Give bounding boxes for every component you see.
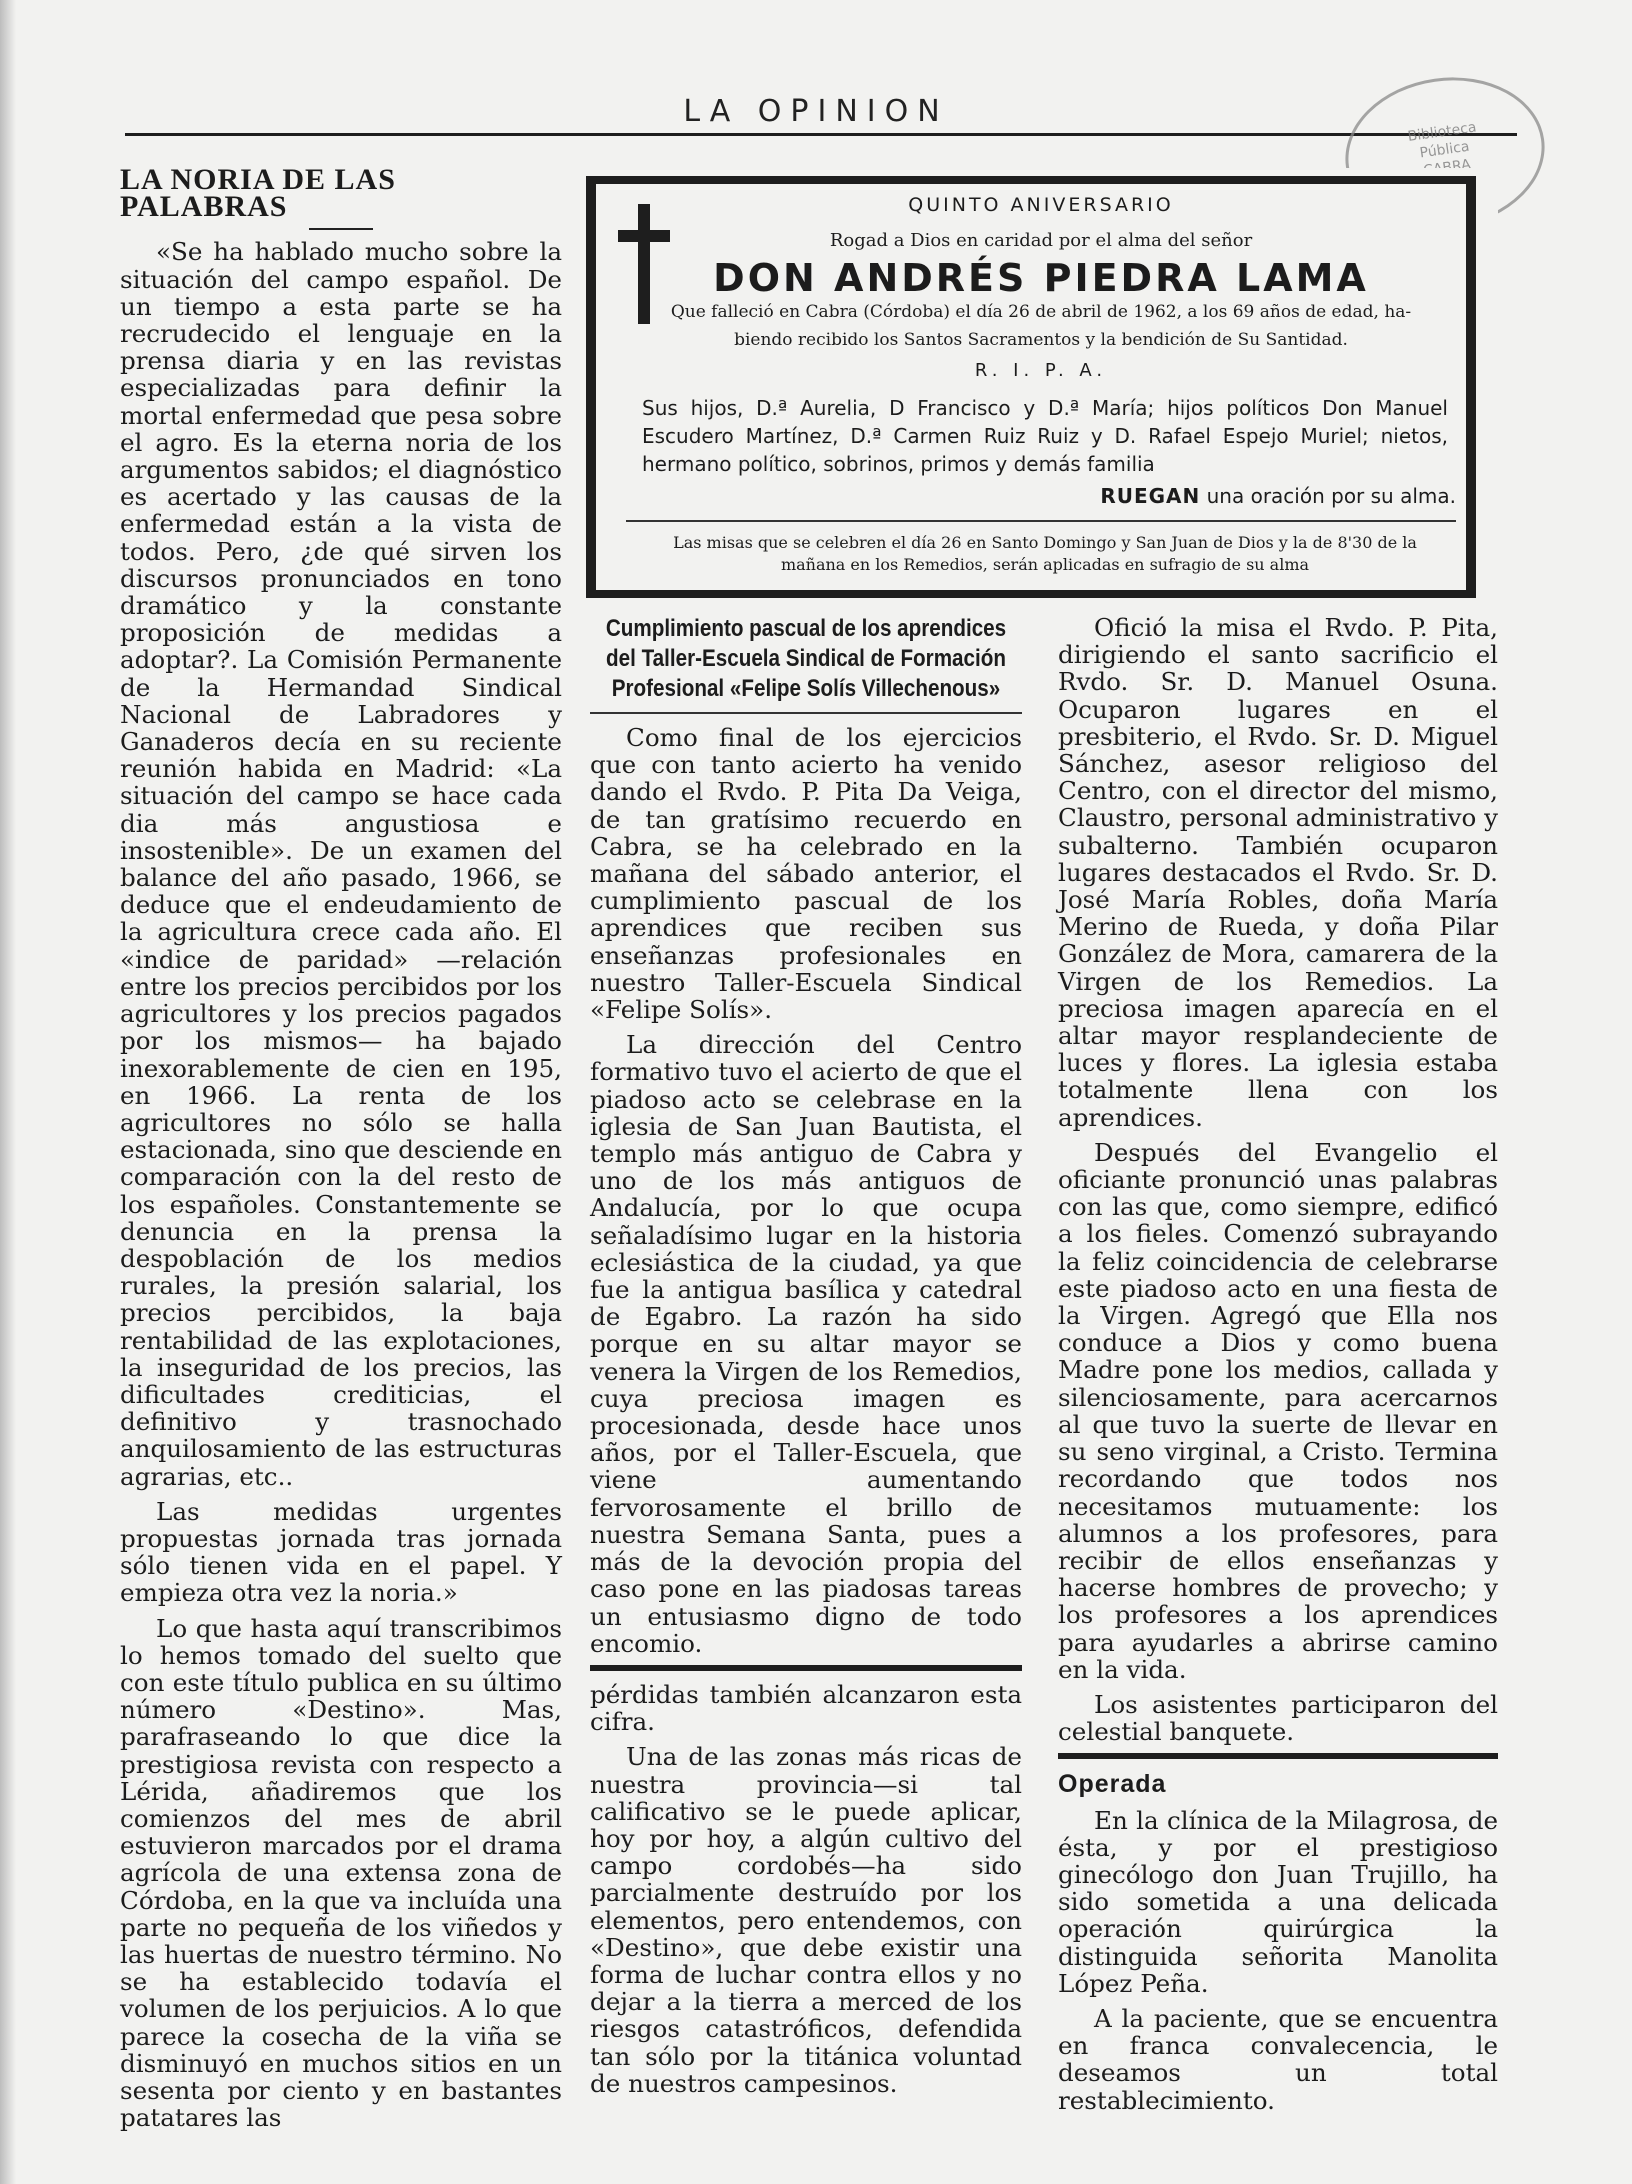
article-title: LA NORIA DE LAS PALABRAS xyxy=(120,163,396,224)
article-paragraph: Las medidas urgentes propuestas jornada tras jornada sólo tienen vida en el papel. Y empieza otra vez la noria.» xyxy=(120,1496,562,1608)
continued-paragraph: Una de las zonas más ricas de nuestra provincia—si tal calificativo se le puede aplicar, hoy por hoy, a algún cultivo del campo cordobés—ha sido parcialmente destruído por los elementos, pero entendemos, con «Destino», que debe existir una forma de luchar contra ellos y no dejar a la tierra a merced de los riesgos catastróficos, defendida tan sólo por la titánica voluntad de nuestros campesinos. xyxy=(590,1742,1022,2098)
left-column xyxy=(120,163,562,2133)
obituary-frame xyxy=(586,176,1474,184)
section-divider xyxy=(1058,1753,1498,1759)
continued-paragraph: pérdidas también alcanzaron esta cifra. xyxy=(590,1679,1022,1737)
masthead: LA OPINION xyxy=(683,94,949,129)
news-headline: Cumplimiento pascual de los aprendices del Taller-Escuela Sindical de Formación Profesional «Felipe Solís Villechenous» xyxy=(605,615,1007,702)
obituary-masses: Las misas que se celebren el día 26 en Santo Domingo y San Juan de Dios y la de 8'30 de la mañana en los Remedios, serán aplicadas en sufragio de su alma xyxy=(673,533,1417,574)
operada-title: Operada xyxy=(1058,1770,1167,1799)
obituary-rogad: Rogad a Dios en caridad por el alma del señor xyxy=(829,230,1253,251)
obituary-frame xyxy=(1466,176,1476,598)
headline-divider xyxy=(590,712,1022,714)
header-rule xyxy=(125,133,1517,136)
article-paragraph: Como final de los ejercicios que con tanto acierto ha venido dando el Rvdo. P. Pita Da Veiga, de tan gratísimo recuerdo en Cabra, se ha celebrado en la mañana del sábado anterior, el cumplimiento pascual de los aprendices que reciben sus enseñanzas profesionales en nuestro Taller-Escuela Sindical «Felipe Solís». xyxy=(590,723,1022,1025)
article-paragraph: Los asistentes participaron del celestial banquete. xyxy=(1058,1689,1498,1747)
obituary-ruegan: RUEGAN una oración por su alma. xyxy=(1100,484,1456,508)
obituary-ripa: R. I. P. A. xyxy=(974,360,1108,381)
article-paragraph: Ofició la misa el Rvdo. P. Pita, dirigiendo el santo sacrificio el Rvdo. Sr. D. Manuel Osuna. Ocuparon lugares en el presbiterio, el Rvdo. Sr. D. Miguel Sánchez, asesor religioso del Centro, con el director del mismo, Claustro, personal administrativo y subalterno. También ocuparon lugares destacados el Rvdo. Sr. D. José María Robles, doña María Merino de Rueda, y doña Pilar González de Mora, camarera de la Virgen de los Remedios. La preciosa imagen aparecía en el altar mayor resplandeciente de luces y flores. La iglesia estaba totalmente llena con los aprendices. xyxy=(1058,613,1498,1132)
obituary-frame xyxy=(586,176,596,598)
scan-edge-shadow xyxy=(0,0,16,2184)
obituary-divider xyxy=(626,520,1456,522)
obituary-death-line: Que falleció en Cabra (Córdoba) el día 26 de abril de 1962, a los 69 años de edad, ha- xyxy=(670,302,1412,322)
section-divider xyxy=(590,1665,1022,1671)
title-divider xyxy=(309,228,373,230)
article-paragraph: A la paciente, que se encuentra en franca convalecencia, le deseamos un total restablecimiento. xyxy=(1058,2003,1498,2115)
obituary-name: DON ANDRÉS PIEDRA LAMA xyxy=(713,256,1369,300)
obituary-death-line-2: biendo recibido los Santos Sacramentos y la bendición de Su Santidad. xyxy=(734,330,1348,350)
obituary-frame xyxy=(586,590,1476,598)
obituary-label: QUINTO ANIVERSARIO xyxy=(908,194,1174,216)
obituary-family: Sus hijos, D.ª Aurelia, D Francisco y D.ª María; hijos políticos Don Manuel Escudero Martínez, D.ª Carmen Ruiz Ruiz y D. Rafael Espejo Muriel; nietos, hermano político, sobrinos, primos y demás familia xyxy=(642,396,1448,476)
article-paragraph: Lo que hasta aquí transcribimos lo hemos tomado del suelto que con este título publica en su último número «Destino». Mas, parafraseando lo que dice la prestigiosa revista con respecto a Lérida, añadiremos que los comienzos del mes de abril estuvieron marcados por el drama agrícola de una extensa zona de Córdoba, en la que va incluída una parte no pequeña de los viñedos y las huertas de nuestro término. No se ha establecido todavía el volumen de los perjuicios. A lo que parece la cosecha de la viña se disminuyó en muchos sitios en un sesenta por ciento y en bastantes patatares las xyxy=(120,1613,562,2133)
library-stamp: Biblioteca Pública xyxy=(1336,65,1555,241)
article-paragraph: «Se ha hablado mucho sobre la situación del campo español. De un tiempo a esta parte se ha recrudecido el lenguaje en la prensa diaria y en las revistas especializadas para definir la mortal enfermedad que pesa sobre el agro. Es la eterna noria de los argumentos sabidos; el diagnóstico es acertado y las causas de la enfermedad están a la vista de todos. Pero, ¿de qué sirven los discursos pronunciados en tono dramático y la constante proposición de medidas a adoptar?. La Comisión Permanente de la Hermandad Sindical Nacional de Labradores y Ganaderos decía en su reciente reunión habida en Madrid: «La situación del campo se hace cada dia más angustiosa e insostenible». De un examen del balance del año pasado, 1966, se deduce que el endeudamiento de la agricultura crece cada año. El «indice de paridad» —relación entre los precios percibidos por los agricultores y los precios pagados por los mismos— ha bajado inexorablemente de cien en 195, en 1966. La renta de los agricultores no sólo se halla estacionada, sino que desciende en comparación con la del resto de los españoles. Constantemente se denuncia en la prensa la despoblación de los medios rurales, la presión salarial, los precios percibidos, la baja rentabilidad de las explotaciones, la inseguridad de los precios, las dificultades crediticias, el definitivo y trasnochado anquilosamiento de las estructuras agrarias, etc.. xyxy=(120,237,562,1491)
middle-column xyxy=(590,614,1022,2097)
right-column xyxy=(1058,614,1498,2114)
obituary-box xyxy=(586,168,1498,598)
article-paragraph: La dirección del Centro formativo tuvo el acierto de que el piadoso acto se celebrase en la iglesia de San Juan Bautista, el templo más antiguo de Cabra y uno de los más antiguos de Andalucía, por lo que ocupa señaladísimo lugar en la historia eclesiástica de la ciudad, ya que fue la antigua basílica y catedral de Egabro. La razón ha sido porque en su altar mayor se venera la Virgen de los Remedios, cuya preciosa imagen es procesionada, desde hace unos años, por el Taller-Escuela, que viene aumentando fervorosamente el brillo de nuestra Semana Santa, pues a más de la devoción propia del caso pone en las piadosas tareas un entusiasmo digno de todo encomio. xyxy=(590,1030,1022,1658)
article-paragraph: Después del Evangelio el oficiante pronunció unas palabras con las que, como siempre, edificó a los fieles. Comenzó subrayando la feliz coincidencia de celebrarse este piadoso acto en una fiesta de la Virgen. Agregó que Ella nos conduce a Dios y como buena Madre pone los medios, callada y silenciosamente, para acercarnos al que tuvo la suerte de llevar en su seno virginal, a Cristo. Termina recordando que todos nos necesitamos mutuamente: los alumnos a los profesores, para recibir de ellos enseñanzas y hacerse hombres de provecho; y los profesores a los aprendices para ayudarles a abrirse camino en la vida. xyxy=(1058,1137,1498,1684)
article-paragraph: En la clínica de la Milagrosa, de ésta, y por el prestigioso ginecólogo don Juan Trujillo, ha sido sometida a una delicada operación quirúrgica la distinguida señorita Manolita López Peña. xyxy=(1058,1805,1498,1998)
